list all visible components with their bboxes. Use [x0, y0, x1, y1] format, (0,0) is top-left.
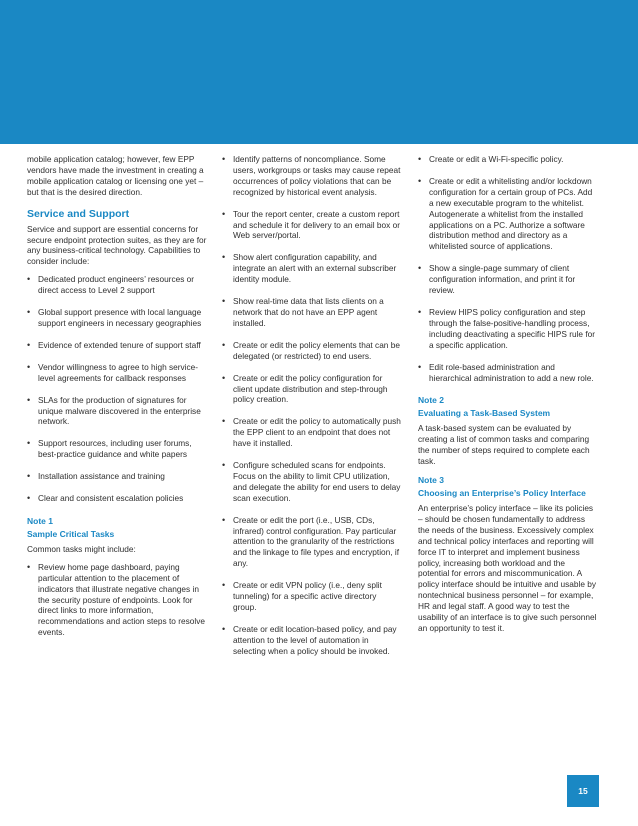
list-item: • Identify patterns of noncompliance. Some users, workgroups or tasks may cause repeat occurrences of policy violations that can be recognized by historical event analysis. — [222, 154, 402, 198]
list-item: • Create or edit the policy to automatically push the EPP client to an endpoint that does not have it installed. — [222, 416, 402, 449]
note-1-label: Note 1 — [27, 515, 53, 526]
list-item: • Show a single-page summary of client configuration information, and print it for review. — [418, 263, 598, 296]
list-item: • Tour the report center, create a custom report and schedule it for delivery to an email box or Web server/portal. — [222, 209, 402, 242]
list-item: • Show real-time data that lists clients on a network that do not have an EPP agent installed. — [222, 296, 402, 329]
list-item: • Review HIPS policy configuration and step through the false-positive-handling process, including deactivating a specific HIPS rule for a specific application. — [418, 307, 598, 351]
list-item: • Evidence of extended tenure of support staff — [27, 340, 207, 351]
list-item: • Create or edit the policy elements that can be delegated (or restricted) to end users. — [222, 340, 402, 362]
tasks-list — [27, 562, 207, 638]
list-item: • Support resources, including user forums, best-practice guidance and white papers — [27, 438, 207, 460]
tasks-list-continued — [222, 154, 402, 657]
column-2 — [222, 154, 402, 668]
tasks-list-final — [418, 154, 598, 383]
list-item: • Review home page dashboard, paying particular attention to the placement of indicators that illustrate negative changes in the security posture of endpoints. Look for direct links to more information, recommendations and action steps to resolve events. — [27, 562, 207, 638]
note-2-label: Note 2 — [418, 395, 444, 406]
list-item: • Vendor willingness to agree to high service-level agreements for callback responses — [27, 362, 207, 384]
section-heading: Service and Support — [27, 207, 130, 220]
list-item: • Edit role-based administration and hierarchical administration to add a new role. — [418, 362, 598, 384]
note-2-text: A task-based system can be evaluated by creating a list of common tasks and comparing the number of steps required to complete each task. — [418, 423, 590, 467]
list-item: • Create or edit the policy configuration for client update distribution and step-through policy creation. — [222, 373, 402, 406]
list-item: • SLAs for the production of signatures for unique malware discovered in the enterprise network. — [27, 395, 207, 428]
note-3-text: An enterprise’s policy interface – like its policies – should be chosen fundamentally to address the needs of the business. Excessively complex and technical policy interfaces and reporting will force IT to interpret and implement business policy, increasing both workload and the potential for errors and miscommunication. A policy interface should be intuitive and usable by nontechnical business personnel – for example, HR and legal staff. A good way to test the usability of an interface is to give such personnel an opportunity to test it. — [418, 503, 597, 633]
list-item: • Create or edit location-based policy, and pay attention to the level of automation in selecting when a policy should be invoked. — [222, 624, 402, 657]
list-item: • Clear and consistent escalation policies — [27, 493, 207, 504]
list-item: • Create or edit the port (i.e., USB, CDs, infrared) control configuration. Pay particular attention to the granularity of the restrictions and the linkage to file types and encryption, if any. — [222, 515, 402, 570]
section-paragraph: Service and support are essential concerns for secure endpoint protection suites, as they are for any business-critical technology. Capabilities to consider include: — [27, 223, 207, 267]
note-3-label: Note 3 — [418, 475, 444, 486]
list-item: • Dedicated product engineers’ resources or direct access to Level 2 support — [27, 274, 207, 296]
column-1 — [27, 154, 207, 649]
page-number: 15 — [567, 775, 599, 807]
list-item: • Create or edit VPN policy (i.e., deny split tunneling) for a specific active directory group. — [222, 580, 402, 613]
list-item: • Create or edit a whitelisting and/or lockdown configuration for a certain group of PCs. Add a new executable program to the whitelist. Autogenerate a whitelist from the installed applications on a PC. Authorize a software distribution method and directory as a whitelisted source of applications. — [418, 176, 598, 252]
list-item: • Show alert configuration capability, and integrate an alert with an external subscriber identity module. — [222, 252, 402, 285]
note-1-intro: Common tasks might include: — [27, 543, 136, 554]
note-1-title: Sample Critical Tasks — [27, 528, 115, 539]
column-3 — [418, 154, 598, 641]
note-3-title: Choosing an Enterprise’s Policy Interface — [418, 488, 586, 499]
header-banner — [0, 0, 638, 144]
list-item: • Global support presence with local language support engineers in necessary geographies — [27, 307, 207, 329]
note-2-title: Evaluating a Task-Based System — [418, 408, 551, 419]
list-item: • Configure scheduled scans for endpoints. Focus on the ability to limit CPU utilization, and delegate the ability for end users to delay scan execution. — [222, 460, 402, 504]
intro-paragraph: mobile application catalog; however, few EPP vendors have made the investment in creating a mobile application catalog or licensing one yet – but that is the desired direction. — [27, 154, 204, 197]
list-item: • Installation assistance and training — [27, 471, 207, 482]
capabilities-list — [27, 274, 207, 504]
list-item: • Create or edit a Wi-Fi-specific policy. — [418, 154, 598, 165]
